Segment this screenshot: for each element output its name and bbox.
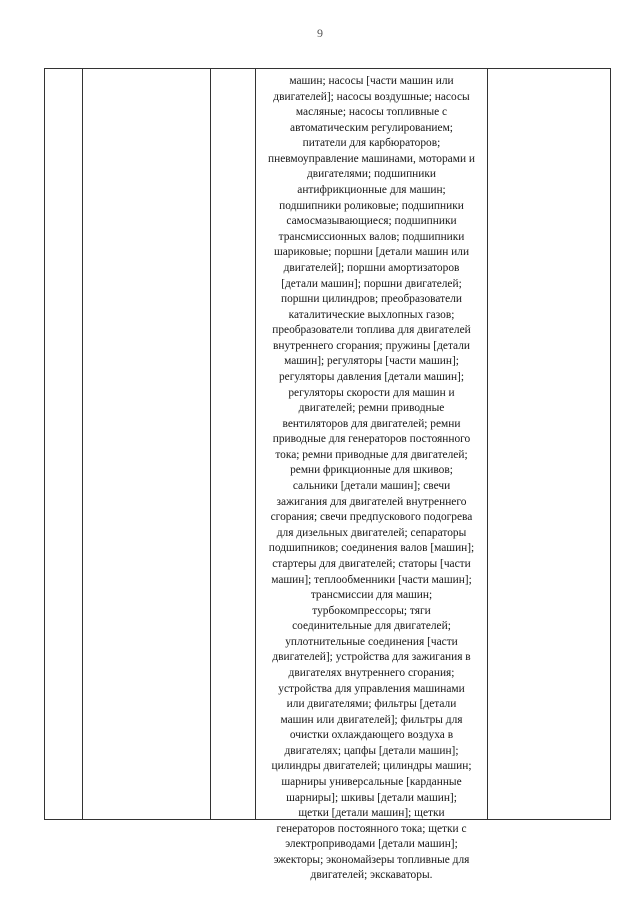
goods-line: шарниры универсальные [карданные [281, 776, 462, 789]
goods-line: тока; ремни приводные для двигателей; [275, 448, 468, 461]
goods-line: сгорания; свечи предпускового подогрева [270, 511, 473, 524]
goods-line: двигателей]; устройства для зажигания в [272, 651, 471, 664]
goods-line: автоматическим регулированием; [290, 121, 453, 134]
goods-line: стартеры для двигателей; статоры [части [272, 557, 471, 570]
goods-line: трансмиссии для машин; [310, 589, 433, 602]
column-divider-4 [487, 69, 488, 819]
goods-line: цилиндры двигателей; цилиндры машин; [271, 760, 472, 773]
goods-line: двигателей]; насосы воздушные; насосы [273, 90, 470, 103]
goods-line: шарниры]; шкивы [детали машин]; [286, 791, 457, 804]
goods-line: внутреннего сгорания; пружины [детали [273, 339, 470, 352]
goods-line: машин]; теплообменники [части машин]; [271, 573, 472, 586]
goods-line: трансмиссионных валов; подшипники [278, 230, 465, 243]
goods-line: очистки охлаждающего воздуха в [289, 729, 454, 742]
goods-line: вентиляторов для двигателей; ремни [282, 417, 461, 430]
goods-line: двигателей]; поршни амортизаторов [283, 261, 460, 274]
goods-line: пневмоуправление машинами, моторами и [268, 152, 475, 165]
goods-line: машин; насосы [части машин или [289, 75, 454, 87]
goods-line: сальники [детали машин]; свечи [292, 480, 451, 493]
goods-line: поршни цилиндров; преобразователи [281, 293, 462, 306]
goods-line: соединительные для двигателей; [292, 620, 451, 633]
goods-line: машин или двигателей]; фильтры для [280, 713, 463, 726]
goods-line: двигателях внутреннего сгорания; [288, 666, 455, 679]
goods-line: зажигания для двигателей внутреннего [276, 495, 467, 508]
goods-line: каталитические выхлопных газов; [288, 308, 455, 321]
page-number: 9 [317, 26, 323, 40]
goods-table [44, 68, 611, 882]
goods-line: щетки [детали машин]; щетки [298, 807, 445, 820]
goods-line: машин]; регуляторы [части машин]; [284, 355, 459, 368]
goods-line: или двигателями; фильтры [детали [286, 698, 457, 711]
goods-line: регуляторы скорости для машин и [288, 386, 455, 399]
goods-line: преобразователи топлива для двигателей [272, 324, 471, 337]
goods-line: электроприводами [детали машин]; [285, 838, 458, 851]
goods-line: масляные; насосы топливные с [295, 106, 448, 119]
goods-line: устройства для управления машинами [278, 682, 465, 695]
goods-line: двигателях; цапфы [детали машин]; [284, 744, 459, 757]
goods-line: подшипников; соединения валов [машин]; [268, 542, 475, 555]
goods-line: для дизельных двигателей; сепараторы [276, 526, 467, 539]
goods-line: антифрикционные для машин; [297, 184, 446, 197]
goods-line: приводные для генераторов постоянного [272, 433, 471, 446]
goods-line: самосмазывающиеся; подшипники [286, 215, 457, 228]
goods-line: [детали машин]; поршни двигателей; [281, 277, 462, 290]
goods-line: ремни фрикционные для шкивов; [290, 464, 453, 477]
column-divider-2 [210, 69, 211, 819]
goods-line: регуляторы давления [детали машин]; [278, 370, 464, 383]
goods-line: эжекторы; экономайзеры топливные для [273, 853, 470, 866]
goods-description-cell [256, 74, 487, 884]
goods-line: шариковые; поршни [детали машин или [273, 246, 470, 259]
goods-line: питатели для карбюраторов; [302, 137, 441, 150]
goods-line: двигателями; подшипники [306, 168, 437, 181]
goods-line: двигателей; ремни приводные [298, 402, 445, 415]
goods-line: турбокомпрессоры; тяги [312, 604, 431, 617]
goods-line: генераторов постоянного тока; щетки с [276, 822, 467, 835]
goods-line: двигателей; экскаваторы. [310, 869, 433, 882]
goods-line: уплотнительные соединения [части [285, 635, 458, 648]
column-divider-1 [82, 69, 83, 819]
goods-line: подшипники роликовые; подшипники [279, 199, 464, 212]
